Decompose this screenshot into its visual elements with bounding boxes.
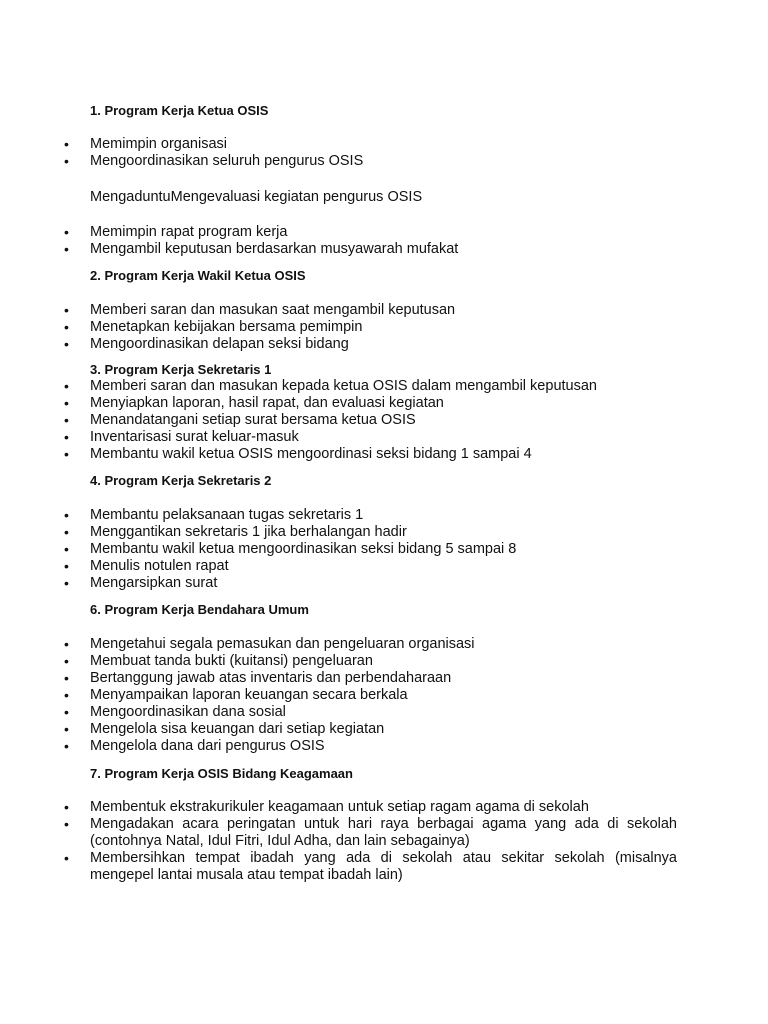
bullet-list bbox=[0, 507, 768, 592]
list-item: • Mengoordinasikan dana sosial bbox=[64, 704, 286, 720]
bullet-icon: • bbox=[64, 224, 69, 240]
bullet-icon: • bbox=[64, 850, 69, 866]
bullet-icon: • bbox=[64, 153, 69, 169]
list-item: • Bertanggung jawab atas inventaris dan perbendaharaan bbox=[64, 670, 452, 686]
bullet-icon: • bbox=[64, 241, 69, 257]
bullet-icon: • bbox=[64, 541, 69, 557]
bullet-icon: • bbox=[64, 507, 69, 523]
bullet-icon: • bbox=[64, 721, 69, 737]
section-heading: 4. Program Kerja Sekretaris 2 bbox=[90, 473, 272, 488]
list-item: • Mengadakan acara peringatan untuk hari raya berbagai agama yang ada di sekolah (contohnya Natal, Idul Fitri, Idul Adha, dan lain sebagainya) bbox=[64, 816, 677, 849]
list-item: • Membentuk ekstrakurikuler keagamaan untuk setiap ragam agama di sekolah bbox=[64, 799, 589, 815]
bullet-icon: • bbox=[64, 429, 69, 445]
list-item: • Memimpin rapat program kerja bbox=[64, 224, 288, 240]
bullet-icon: • bbox=[64, 799, 69, 815]
list-item: • Membersihkan tempat ibadah yang ada di sekolah atau sekitar sekolah (misalnya mengepel lantai musala atau tempat ibadah lain) bbox=[64, 850, 677, 883]
bullet-icon: • bbox=[64, 687, 69, 703]
list-item: • Mengetahui segala pemasukan dan pengeluaran organisasi bbox=[64, 636, 475, 652]
bullet-icon: • bbox=[64, 302, 69, 318]
bullet-icon: • bbox=[64, 446, 69, 462]
list-item: • Menyiapkan laporan, hasil rapat, dan evaluasi kegiatan bbox=[64, 395, 444, 411]
bullet-icon: • bbox=[64, 319, 69, 335]
paragraph: MengaduntuMengevaluasi kegiatan pengurus OSIS bbox=[90, 189, 423, 205]
list-item: • Mengoordinasikan delapan seksi bidang bbox=[64, 336, 349, 352]
bullet-icon: • bbox=[64, 816, 69, 832]
section-heading: 6. Program Kerja Bendahara Umum bbox=[90, 602, 309, 617]
bullet-icon: • bbox=[64, 378, 69, 394]
bullet-icon: • bbox=[64, 704, 69, 720]
list-item: • Inventarisasi surat keluar-masuk bbox=[64, 429, 299, 445]
bullet-icon: • bbox=[64, 670, 69, 686]
list-item: • Memberi saran dan masukan kepada ketua OSIS dalam mengambil keputusan bbox=[64, 378, 597, 394]
list-item: • Mengarsipkan surat bbox=[64, 575, 218, 591]
list-item: • Memimpin organisasi bbox=[64, 136, 227, 152]
bullet-icon: • bbox=[64, 653, 69, 669]
list-item: • Menandatangani setiap surat bersama ketua OSIS bbox=[64, 412, 416, 428]
section-heading: 3. Program Kerja Sekretaris 1 bbox=[90, 362, 272, 377]
section-heading: 1. Program Kerja Ketua OSIS bbox=[90, 103, 269, 118]
list-item: • Membantu wakil ketua OSIS mengoordinasi seksi bidang 1 sampai 4 bbox=[64, 446, 532, 462]
list-item: • Mengoordinasikan seluruh pengurus OSIS bbox=[64, 153, 364, 169]
bullet-icon: • bbox=[64, 412, 69, 428]
list-item: • Membantu pelaksanaan tugas sekretaris 1 bbox=[64, 507, 364, 523]
list-item: • Menetapkan kebijakan bersama pemimpin bbox=[64, 319, 363, 335]
list-item: • Mengelola sisa keuangan dari setiap kegiatan bbox=[64, 721, 385, 737]
bullet-icon: • bbox=[64, 738, 69, 754]
list-item: • Memberi saran dan masukan saat mengambil keputusan bbox=[64, 302, 456, 318]
bullet-icon: • bbox=[64, 336, 69, 352]
list-item: • Menulis notulen rapat bbox=[64, 558, 229, 574]
bullet-list bbox=[0, 136, 768, 170]
bullet-icon: • bbox=[64, 524, 69, 540]
bullet-icon: • bbox=[64, 395, 69, 411]
list-item: • Mengelola dana dari pengurus OSIS bbox=[64, 738, 325, 754]
list-item: • Menggantikan sekretaris 1 jika berhalangan hadir bbox=[64, 524, 407, 540]
bullet-icon: • bbox=[64, 558, 69, 574]
list-item: • Menyampaikan laporan keuangan secara berkala bbox=[64, 687, 408, 703]
bullet-icon: • bbox=[64, 136, 69, 152]
list-item: • Mengambil keputusan berdasarkan musyawarah mufakat bbox=[64, 241, 459, 257]
bullet-list bbox=[0, 799, 768, 884]
list-item: • Membuat tanda bukti (kuitansi) pengeluaran bbox=[64, 653, 373, 669]
bullet-list bbox=[0, 378, 768, 463]
bullet-list bbox=[0, 636, 768, 755]
list-item: • Membantu wakil ketua mengoordinasikan seksi bidang 5 sampai 8 bbox=[64, 541, 517, 557]
bullet-list bbox=[0, 224, 768, 258]
section-heading: 7. Program Kerja OSIS Bidang Keagamaan bbox=[90, 766, 353, 781]
bullet-icon: • bbox=[64, 575, 69, 591]
bullet-list bbox=[0, 302, 768, 353]
bullet-icon: • bbox=[64, 636, 69, 652]
section-heading: 2. Program Kerja Wakil Ketua OSIS bbox=[90, 268, 306, 283]
